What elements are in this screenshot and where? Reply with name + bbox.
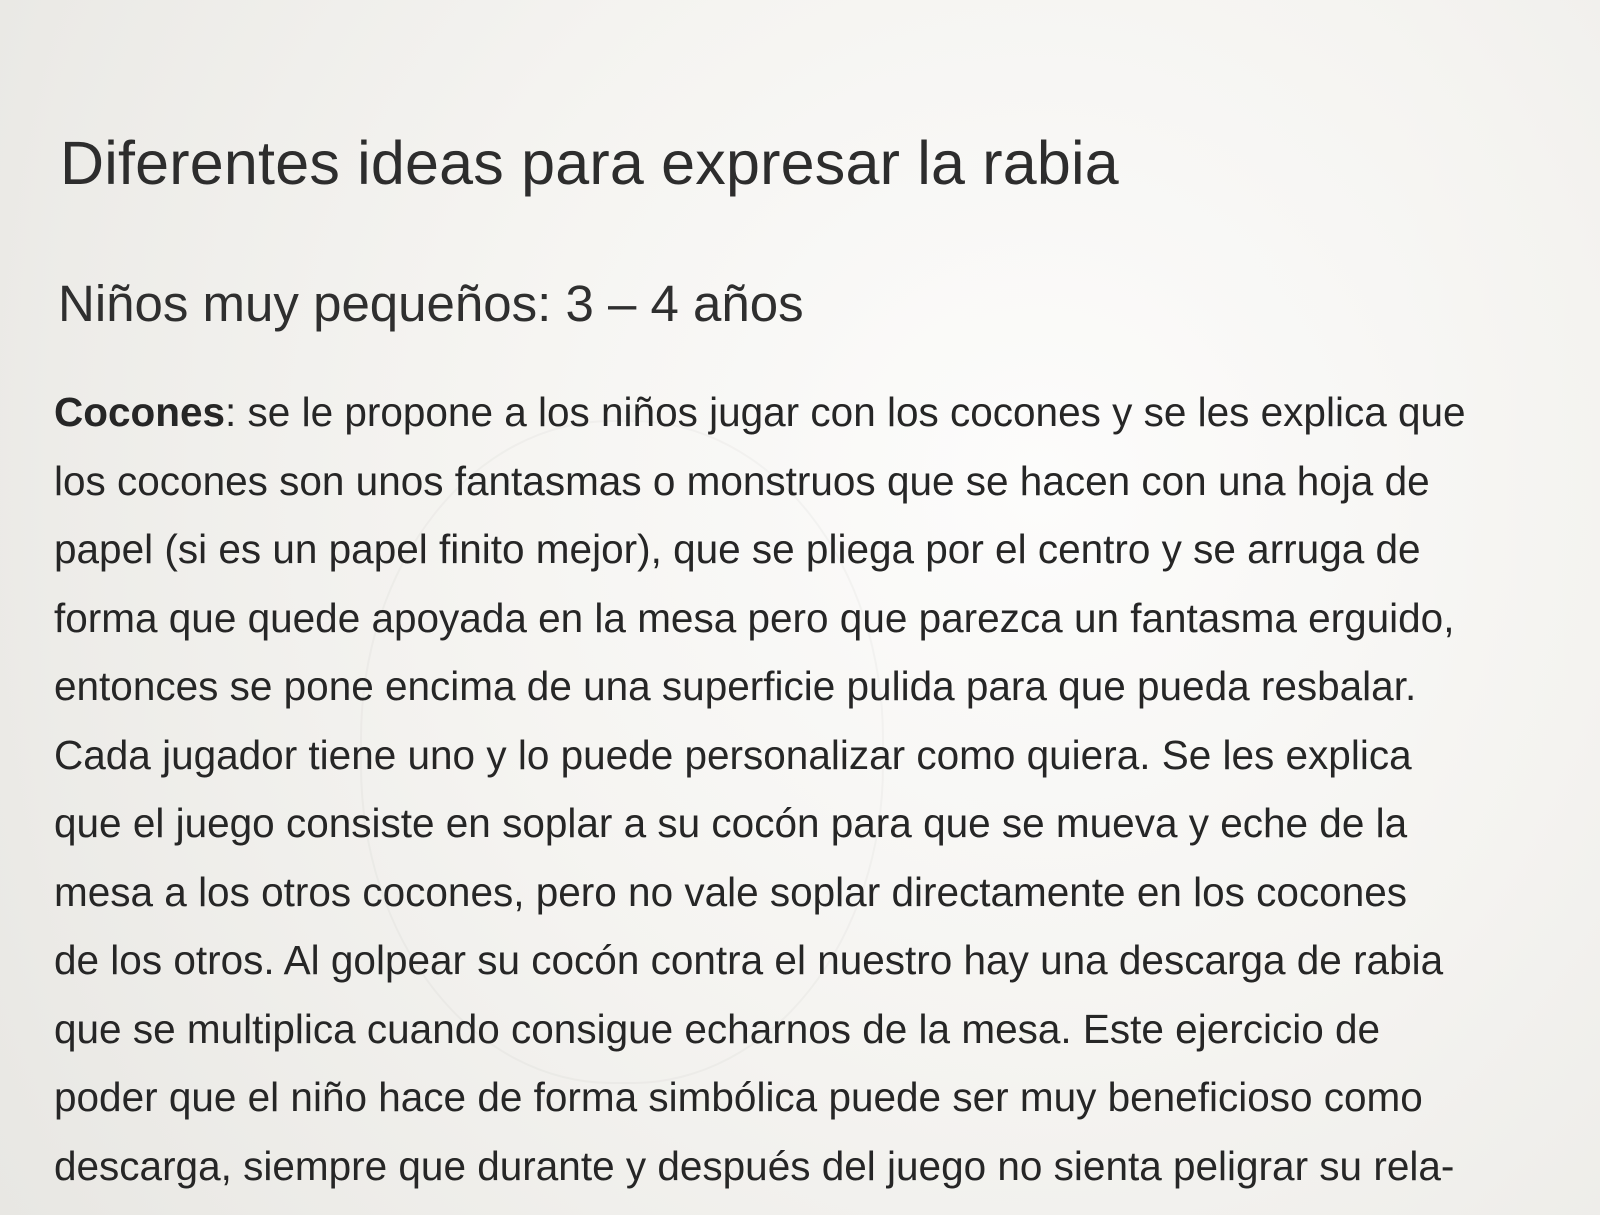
subsection-title: Niños muy pequeños: 3 – 4 años: [58, 275, 804, 332]
paragraph-line-4: forma que quede apoyada en la mesa pero que parezca un fantasma erguido,: [54, 594, 1455, 641]
term-label: Cocones: [54, 389, 226, 435]
paragraph-line-2: los cocones son unos fantasmas o monstruos que se hacen con una hoja de: [54, 457, 1430, 504]
paragraph-line-6: Cada jugador tiene uno y lo puede personalizar como quiera. Se les explica: [54, 731, 1412, 778]
paragraph-line-3: papel (si es un papel finito mejor), que se pliega por el centro y se arruga de: [54, 526, 1421, 572]
section-title: Diferentes ideas para expresar la rabia: [60, 129, 1119, 197]
paragraph-line-10: que se multiplica cuando consigue echarnos de la mesa. Este ejercicio de: [54, 1005, 1381, 1052]
paragraph-line-5: entonces se pone encima de una superficie pulida para que pueda resbalar.: [54, 663, 1417, 709]
paragraph-line-1: [54, 378, 1564, 447]
body-paragraph: [54, 378, 1564, 1200]
paragraph-line-7: que el juego consiste en soplar a su cocón para que se mueva y eche de la: [54, 800, 1408, 846]
paragraph-line-11: poder que el niño hace de forma simbólica puede ser muy beneficioso como: [54, 1074, 1423, 1120]
paragraph-line-8: mesa a los otros cocones, pero no vale soplar directamente en los cocones: [54, 868, 1407, 915]
paragraph-line-9: de los otros. Al golpear su cocón contra el nuestro hay una descarga de rabia: [54, 937, 1444, 983]
paragraph-first-line-text: : se le propone a los niños jugar con los cocones y se les explica que: [225, 389, 1466, 435]
paragraph-line-12: descarga, siempre que durante y después del juego no sienta peligrar su rela-: [54, 1142, 1455, 1189]
